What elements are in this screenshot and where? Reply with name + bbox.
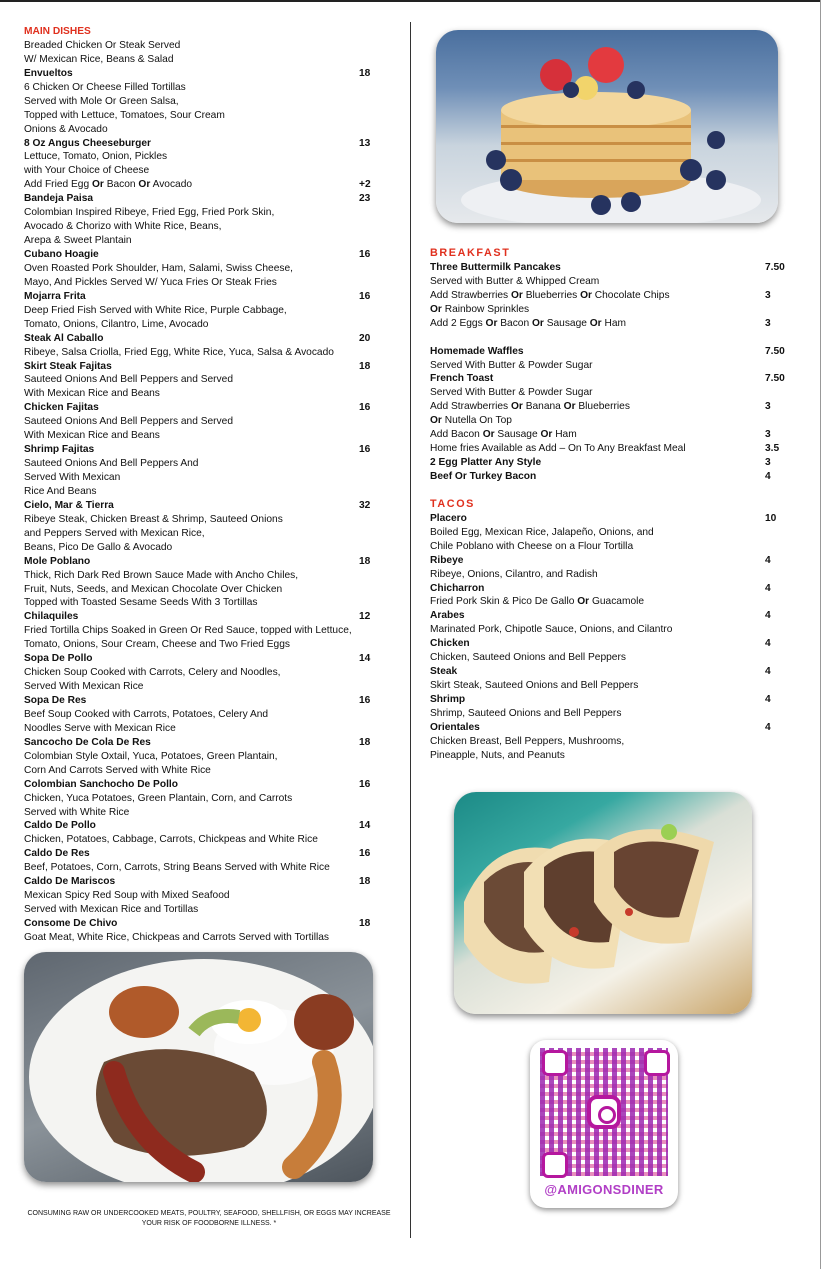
menu-item-price: 3.5 bbox=[765, 443, 780, 455]
menu-line-text: Served with Mole Or Green Salsa, bbox=[24, 95, 179, 107]
menu-item-description bbox=[24, 387, 374, 401]
menu-line-text: Noodles Serve with Mexican Rice bbox=[24, 722, 176, 734]
menu-item-name bbox=[430, 665, 790, 679]
menu-line-text: Chicken, Yuca Potatoes, Green Plantain, Corn, and Carrots bbox=[24, 792, 293, 804]
menu-line-text: Chicken Soup Cooked with Carrots, Celery and Noodles, bbox=[24, 667, 281, 679]
menu-item-price: 14 bbox=[359, 653, 371, 665]
menu-item-name bbox=[24, 192, 374, 206]
menu-item-price: 16 bbox=[359, 402, 371, 414]
menu-line-text: Beef Or Turkey Bacon bbox=[430, 471, 537, 482]
menu-line-text: Home fries Available as Add – On To Any Breakfast Meal bbox=[430, 443, 686, 455]
menu-line-text: Or Rainbow Sprinkles bbox=[430, 303, 530, 315]
menu-line-text: Cielo, Mar & Tierra bbox=[24, 499, 114, 511]
menu-item-description bbox=[24, 81, 374, 95]
menu-line-text: French Toast bbox=[430, 373, 494, 385]
menu-line-text: Fruit, Nuts, Seeds, and Mexican Chocolate Over Chicken bbox=[24, 583, 283, 595]
main-dishes-heading: MAIN DISHES bbox=[24, 26, 91, 37]
menu-item-description bbox=[24, 931, 374, 945]
menu-line-text: 6 Chicken Or Cheese Filled Tortillas bbox=[24, 81, 186, 93]
menu-item-description bbox=[24, 234, 374, 248]
menu-item-description bbox=[24, 429, 374, 443]
menu-item-description bbox=[24, 666, 374, 680]
menu-item-description bbox=[430, 707, 790, 721]
menu-line-text: Caldo De Pollo bbox=[24, 820, 96, 832]
menu-line-text: Fried Tortilla Chips Soaked in Green Or Red Sauce, topped with Lettuce, bbox=[24, 625, 352, 637]
menu-line-text: Served With Mexican Rice bbox=[24, 681, 144, 693]
qr-finder-bottom-left bbox=[542, 1152, 568, 1178]
menu-item-description bbox=[24, 485, 374, 499]
menu-item-description bbox=[430, 303, 790, 317]
menu-item-price: 7.50 bbox=[765, 345, 785, 357]
menu-item-description bbox=[430, 386, 790, 400]
menu-item-name bbox=[24, 360, 374, 374]
menu-item-price: 4 bbox=[765, 721, 771, 733]
menu-item-price: 10 bbox=[765, 512, 777, 524]
menu-item-description bbox=[430, 359, 790, 373]
menu-item-description bbox=[24, 276, 374, 290]
menu-item-description bbox=[24, 346, 374, 360]
menu-line-text: 2 Egg Platter Any Style bbox=[430, 457, 542, 469]
menu-item-price: 4 bbox=[765, 554, 771, 566]
menu-line-text: Or Nutella On Top bbox=[430, 415, 512, 427]
menu-item-description bbox=[430, 651, 790, 665]
menu-item-name bbox=[430, 512, 790, 526]
menu-item-description bbox=[430, 568, 790, 582]
menu-item-description bbox=[24, 680, 374, 694]
menu-line-text: Thick, Rich Dark Red Brown Sauce Made with Ancho Chiles, bbox=[24, 569, 299, 581]
menu-line-text: Skirt Steak Fajitas bbox=[24, 360, 112, 372]
menu-line-text: Served with Butter & Whipped Cream bbox=[430, 275, 600, 287]
menu-line-text: Onions & Avocado bbox=[24, 123, 108, 135]
menu-item-description bbox=[24, 638, 374, 652]
menu-item-price: 18 bbox=[359, 918, 371, 929]
menu-line-text: Avocado & Chorizo with White Rice, Beans, bbox=[24, 221, 222, 233]
main-dishes-list bbox=[24, 39, 374, 945]
menu-item-description bbox=[24, 806, 374, 820]
menu-line-text: Bandeja Paisa bbox=[24, 193, 94, 205]
menu-item-description bbox=[24, 527, 374, 541]
menu-line-text: Consome De Chivo bbox=[24, 918, 118, 929]
menu-line-text: Colombian Inspired Ribeye, Fried Egg, Fried Pork Skin, bbox=[24, 207, 275, 219]
menu-item-name bbox=[430, 372, 790, 386]
menu-line-text: Steak bbox=[430, 666, 458, 678]
menu-item-description bbox=[24, 457, 374, 471]
menu-line-text: Corn And Carrots Served with White Rice bbox=[24, 764, 211, 776]
menu-line-text: Served With Mexican bbox=[24, 472, 121, 483]
menu-line-text: Placero bbox=[430, 512, 467, 524]
menu-item-description bbox=[430, 735, 790, 749]
menu-line-text: Sopa De Res bbox=[24, 695, 87, 706]
menu-line-text: Shrimp Fajitas bbox=[24, 444, 95, 456]
menu-item-name bbox=[430, 609, 790, 623]
menu-line-text: Tomato, Onions, Sour Cream, Cheese and Two Fried Eggs bbox=[24, 639, 290, 651]
menu-item-price: 20 bbox=[359, 332, 371, 344]
menu-item-description bbox=[24, 415, 374, 429]
menu-item-description bbox=[430, 331, 790, 345]
tacos-heading: TACOS bbox=[430, 497, 475, 510]
menu-item-price: 13 bbox=[359, 137, 371, 149]
menu-line-text: W/ Mexican Rice, Beans & Salad bbox=[24, 53, 174, 65]
menu-line-text: Breaded Chicken Or Steak Served bbox=[24, 39, 181, 51]
right-column bbox=[430, 247, 790, 763]
menu-item-description bbox=[430, 428, 790, 442]
menu-item-description bbox=[24, 722, 374, 736]
menu-item-price: 16 bbox=[359, 848, 371, 860]
menu-line-text: Add Bacon Or Sausage Or Ham bbox=[430, 429, 577, 441]
menu-item-description bbox=[24, 150, 374, 164]
menu-line-text: Fried Pork Skin & Pico De Gallo Or Guacamole bbox=[430, 596, 645, 608]
main-dishes-section bbox=[24, 25, 374, 945]
menu-line-text: Mayo, And Pickles Served W/ Yuca Fries Or Steak Fries bbox=[24, 276, 277, 288]
bandeja-illustration bbox=[24, 952, 373, 1182]
menu-item-price: 4 bbox=[765, 666, 771, 678]
menu-line-text: Beans, Pico De Gallo & Avocado bbox=[24, 541, 173, 553]
menu-item-price: 4 bbox=[765, 582, 771, 594]
menu-item-price: 18 bbox=[359, 555, 371, 567]
menu-item-price: 12 bbox=[359, 611, 371, 623]
foodborne-illness-disclaimer: CONSUMING RAW OR UNDERCOOKED MEATS, POULTRY, SEAFOOD, SHELLFISH, OR EGGS MAY INCREASE YOUR RISK OF FOODBORNE ILLNESS. * bbox=[27, 1210, 391, 1227]
menu-item-description bbox=[24, 764, 374, 778]
pancakes-photo bbox=[436, 30, 778, 223]
instagram-handle[interactable]: @AMIGONSDINER bbox=[544, 1182, 664, 1197]
tacos-photo bbox=[454, 792, 752, 1014]
menu-item-description bbox=[24, 889, 374, 903]
menu-line-text: Orientales bbox=[430, 721, 480, 733]
menu-item-name bbox=[24, 499, 374, 513]
menu-item-description bbox=[24, 373, 374, 387]
menu-item-name bbox=[430, 582, 790, 596]
menu-item-description bbox=[24, 541, 374, 555]
menu-line-text: Chicharron bbox=[430, 582, 485, 594]
menu-line-text: Beef Soup Cooked with Carrots, Potatoes, Celery And bbox=[24, 708, 269, 720]
menu-line-text: Ribeye Steak, Chicken Breast & Shrimp, Sauteed Onions bbox=[24, 513, 283, 525]
menu-line-text: With Mexican Rice and Beans bbox=[24, 388, 160, 400]
menu-item-name bbox=[24, 401, 374, 415]
bandeja-paisa-photo bbox=[24, 952, 373, 1182]
breakfast-heading: BREAKFAST bbox=[430, 247, 511, 259]
menu-item-description bbox=[430, 540, 790, 554]
top-border bbox=[0, 0, 821, 2]
menu-item-price: 16 bbox=[359, 290, 371, 302]
menu-item-description bbox=[430, 595, 790, 609]
menu-item-price: 7.50 bbox=[765, 373, 785, 385]
menu-line-text: Sauteed Onions And Bell Peppers and Served bbox=[24, 374, 233, 386]
menu-line-text: Shrimp bbox=[430, 694, 466, 705]
menu-item-name bbox=[430, 721, 790, 735]
menu-item-description bbox=[430, 679, 790, 693]
menu-item-description bbox=[24, 596, 374, 610]
tacos-list bbox=[430, 512, 790, 763]
menu-line-text: Sauteed Onions And Bell Peppers and Served bbox=[24, 416, 233, 428]
menu-item-price: 16 bbox=[359, 778, 371, 790]
menu-line-text: Served with Mexican Rice and Tortillas bbox=[24, 904, 199, 916]
instagram-qr-card[interactable] bbox=[530, 1040, 678, 1208]
menu-item-name bbox=[430, 637, 790, 651]
menu-item-price: 4 bbox=[765, 610, 771, 622]
menu-line-text: Chicken bbox=[430, 638, 470, 650]
menu-item-price: 3 bbox=[765, 317, 771, 329]
menu-item-name bbox=[24, 555, 374, 569]
menu-item-name bbox=[24, 917, 374, 931]
menu-line-text: Sopa De Pollo bbox=[24, 653, 93, 665]
menu-line-text: Sauteed Onions And Bell Peppers And bbox=[24, 458, 199, 470]
menu-item-description bbox=[430, 749, 790, 763]
menu-item-price: 16 bbox=[359, 444, 371, 456]
menu-line-text: Served With Butter & Powder Sugar bbox=[430, 387, 593, 399]
menu-item-name bbox=[24, 610, 374, 624]
menu-line-text: Add Fried Egg Or Bacon Or Avocado bbox=[24, 179, 193, 191]
menu-item-price: 18 bbox=[359, 736, 371, 748]
menu-item-description bbox=[24, 750, 374, 764]
menu-item-description bbox=[24, 123, 374, 137]
menu-line-text: With Mexican Rice and Beans bbox=[24, 430, 160, 442]
breakfast-list bbox=[430, 261, 790, 484]
menu-item-price: 4 bbox=[765, 471, 771, 482]
menu-line-text: Cubano Hoagie bbox=[24, 249, 99, 260]
menu-line-text: Oven Roasted Pork Shoulder, Ham, Salami, Swiss Cheese, bbox=[24, 262, 293, 274]
menu-item-name bbox=[24, 778, 374, 792]
menu-item-description bbox=[24, 178, 374, 192]
menu-line-text: Ribeye, Onions, Cilantro, and Radish bbox=[430, 568, 598, 580]
menu-item-description bbox=[24, 833, 374, 847]
menu-item-description bbox=[430, 414, 790, 428]
menu-line-text: Topped with Toasted Sesame Seeds With 3 Tortillas bbox=[24, 597, 258, 609]
menu-line-text: Sancocho De Cola De Res bbox=[24, 736, 151, 748]
qr-finder-top-left bbox=[542, 1050, 568, 1076]
menu-item-name bbox=[24, 847, 374, 861]
menu-item-price: 32 bbox=[359, 499, 371, 511]
menu-line-text: Steak Al Caballo bbox=[24, 332, 104, 344]
menu-line-text: Pineapple, Nuts, and Peanuts bbox=[430, 749, 565, 761]
menu-item-price: 14 bbox=[359, 820, 371, 832]
menu-item-description bbox=[24, 109, 374, 123]
menu-item-price: 7.50 bbox=[765, 261, 785, 273]
menu-line-text: Arepa & Sweet Plantain bbox=[24, 235, 132, 247]
menu-item-price: 3 bbox=[765, 401, 771, 413]
menu-item-description bbox=[24, 471, 374, 485]
menu-item-price: 3 bbox=[765, 457, 771, 469]
menu-line-text: Served With Butter & Powder Sugar bbox=[430, 359, 593, 371]
menu-item-description bbox=[24, 220, 374, 234]
menu-line-text: Mexican Spicy Red Soup with Mixed Seafood bbox=[24, 890, 230, 902]
menu-item-description bbox=[24, 53, 374, 67]
menu-line-text: Envueltos bbox=[24, 67, 73, 79]
menu-line-text: with Your Choice of Cheese bbox=[24, 165, 150, 177]
menu-item-price: 18 bbox=[359, 67, 371, 79]
menu-line-text: Beef, Potatoes, Corn, Carrots, String Beans Served with White Rice bbox=[24, 862, 330, 874]
menu-line-text: Mojarra Frita bbox=[24, 290, 86, 302]
menu-item-name bbox=[24, 443, 374, 457]
menu-item-description bbox=[430, 526, 790, 540]
menu-line-text: Caldo De Mariscos bbox=[24, 876, 116, 888]
instagram-icon bbox=[587, 1095, 621, 1129]
menu-line-text: Topped with Lettuce, Tomatoes, Sour Cream bbox=[24, 109, 225, 121]
menu-item-description bbox=[24, 861, 374, 875]
menu-item-description bbox=[24, 206, 374, 220]
menu-line-text: Marinated Pork, Chipotle Sauce, Onions, and Cilantro bbox=[430, 624, 673, 636]
menu-item-description bbox=[24, 95, 374, 109]
menu-line-text: Chile Poblano with Cheese on a Flour Tortilla bbox=[430, 540, 634, 552]
menu-item-description bbox=[24, 569, 374, 583]
menu-line-text: Skirt Steak, Sauteed Onions and Bell Peppers bbox=[430, 680, 639, 692]
menu-item-description bbox=[24, 708, 374, 722]
menu-item-name bbox=[24, 875, 374, 889]
menu-item-name bbox=[24, 652, 374, 666]
menu-item-description bbox=[24, 792, 374, 806]
menu-line-text: Goat Meat, White Rice, Chickpeas and Carrots Served with Tortillas bbox=[24, 931, 329, 943]
menu-line-text: Chicken, Potatoes, Cabbage, Carrots, Chickpeas and White Rice bbox=[24, 834, 318, 846]
tacos-illustration bbox=[454, 792, 752, 1014]
menu-line-text: and Peppers Served with Mexican Rice, bbox=[24, 527, 205, 539]
menu-item-price: 16 bbox=[359, 695, 371, 706]
menu-line-text: Colombian Sanchocho De Pollo bbox=[24, 778, 178, 790]
menu-item-name bbox=[430, 554, 790, 568]
menu-line-text: Homemade Waffles bbox=[430, 345, 524, 357]
menu-line-text: Colombian Style Oxtail, Yuca, Potatoes, Green Plantain, bbox=[24, 750, 278, 762]
menu-line-text: Chicken Fajitas bbox=[24, 402, 99, 414]
menu-line-text: Arabes bbox=[430, 610, 465, 622]
menu-line-text: Three Buttermilk Pancakes bbox=[430, 261, 561, 273]
menu-item-price: 3 bbox=[765, 429, 771, 441]
menu-item-name bbox=[24, 67, 374, 81]
menu-line-text: Deep Fried Fish Served with White Rice, Purple Cabbage, bbox=[24, 304, 287, 316]
menu-item-description bbox=[430, 400, 790, 414]
menu-item-description bbox=[24, 513, 374, 527]
menu-item-name bbox=[24, 819, 374, 833]
menu-item-name bbox=[430, 261, 790, 275]
menu-item-price: 18 bbox=[359, 876, 371, 888]
menu-line-text: Chicken, Sauteed Onions and Bell Peppers bbox=[430, 652, 626, 664]
menu-item-description bbox=[24, 304, 374, 318]
menu-line-text: Lettuce, Tomato, Onion, Pickles bbox=[24, 151, 168, 163]
menu-line-text: Tomato, Onions, Cilantro, Lime, Avocado bbox=[24, 318, 209, 330]
menu-item-description bbox=[24, 583, 374, 597]
menu-line-text: Shrimp, Sauteed Onions and Bell Peppers bbox=[430, 707, 622, 719]
menu-item-description bbox=[430, 442, 790, 456]
menu-item-price: 23 bbox=[359, 193, 371, 205]
menu-item-description bbox=[24, 262, 374, 276]
menu-item-description bbox=[24, 39, 374, 53]
menu-item-name bbox=[24, 694, 374, 708]
menu-item-price: 4 bbox=[765, 694, 771, 705]
menu-item-name bbox=[430, 470, 790, 484]
menu-item-name bbox=[430, 456, 790, 470]
menu-item-name bbox=[430, 693, 790, 707]
menu-item-description bbox=[24, 164, 374, 178]
menu-item-description bbox=[430, 623, 790, 637]
menu-line-text: 8 Oz Angus Cheeseburger bbox=[24, 137, 151, 149]
menu-item-description bbox=[430, 289, 790, 303]
menu-line-text: Add 2 Eggs Or Bacon Or Sausage Or Ham bbox=[430, 317, 626, 329]
menu-item-description bbox=[24, 624, 374, 638]
menu-item-description bbox=[430, 317, 790, 331]
menu-line-text: Caldo De Res bbox=[24, 848, 90, 860]
menu-item-name bbox=[24, 736, 374, 750]
menu-item-name bbox=[24, 290, 374, 304]
menu-line-text: Ribeye, Salsa Criolla, Fried Egg, White Rice, Yuca, Salsa & Avocado bbox=[24, 346, 334, 358]
menu-item-description bbox=[24, 903, 374, 917]
menu-line-text: Add Strawberries Or Banana Or Blueberries bbox=[430, 401, 630, 413]
menu-item-name bbox=[24, 332, 374, 346]
menu-line-text: Boiled Egg, Mexican Rice, Jalapeño, Onions, and bbox=[430, 526, 654, 538]
column-divider bbox=[410, 22, 411, 1238]
menu-item-price: 4 bbox=[765, 638, 771, 650]
menu-line-text: Rice And Beans bbox=[24, 485, 97, 497]
pancakes-illustration bbox=[436, 30, 778, 223]
menu-line-text: Chilaquiles bbox=[24, 611, 79, 623]
menu-item-description bbox=[24, 318, 374, 332]
menu-item-name bbox=[430, 345, 790, 359]
menu-item-description bbox=[430, 275, 790, 289]
menu-item-price: 18 bbox=[359, 360, 371, 372]
menu-line-text: Mole Poblano bbox=[24, 555, 91, 567]
menu-line-text: Served with White Rice bbox=[24, 806, 130, 818]
menu-line-text: Chicken Breast, Bell Peppers, Mushrooms, bbox=[430, 735, 625, 747]
menu-line-text: Ribeye bbox=[430, 554, 464, 566]
menu-item-price: 16 bbox=[359, 249, 371, 260]
qr-finder-top-right bbox=[644, 1050, 670, 1076]
menu-item-price: +2 bbox=[359, 179, 371, 191]
menu-item-name bbox=[24, 248, 374, 262]
menu-item-price: 3 bbox=[765, 289, 771, 301]
menu-line-text: Add Strawberries Or Blueberries Or Chocolate Chips bbox=[430, 289, 670, 301]
menu-item-name bbox=[24, 137, 374, 151]
